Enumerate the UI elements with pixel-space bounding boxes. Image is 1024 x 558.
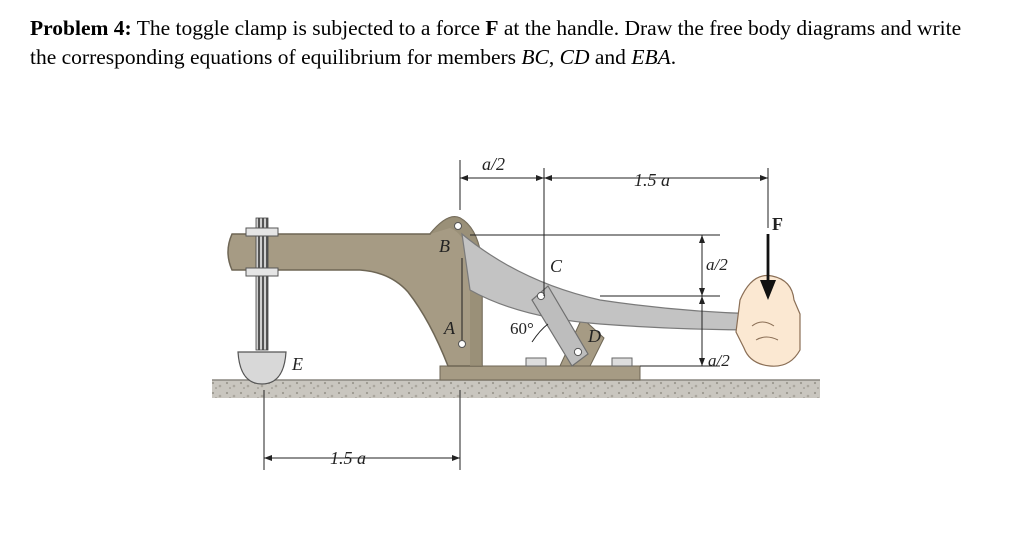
ground	[212, 380, 820, 398]
angle-arc	[532, 324, 548, 342]
label-b: B	[439, 236, 450, 256]
problem-text-b: at the handle. Draw the free body diagrams and write the corresponding equations of equilibrium for members	[30, 16, 962, 69]
label-f: F	[772, 214, 783, 234]
separator-1: ,	[548, 45, 560, 69]
problem-text-a: The toggle clamp is subjected to a force	[131, 16, 486, 40]
dim-label-top-left: a/2	[482, 154, 506, 174]
member-bc: BC	[521, 45, 549, 69]
dim-label-vertical: a/2	[706, 255, 728, 274]
pin-d	[574, 348, 581, 355]
handle	[462, 234, 760, 330]
member-cd: CD	[559, 45, 590, 69]
rod-thread	[256, 218, 268, 350]
dim-label-bottom: 1.5 a	[330, 448, 366, 468]
label-c: C	[550, 256, 563, 276]
bolt-head-right	[612, 358, 632, 366]
label-a: A	[444, 318, 455, 338]
base-plate-body	[440, 366, 640, 380]
upper-nut	[246, 228, 278, 236]
lower-nut	[246, 268, 278, 276]
problem-number: Problem 4:	[30, 16, 132, 40]
handle-body	[462, 234, 760, 330]
ground-surface	[212, 380, 820, 398]
separator-2: and	[589, 45, 632, 69]
pin-a	[459, 341, 466, 348]
pin-b	[455, 223, 462, 230]
dim-label-handle: a/2	[708, 351, 730, 370]
dim-label-top-right: 1.5 a	[634, 170, 670, 190]
angle-label: 60°	[510, 319, 534, 338]
clamp-pad	[238, 352, 286, 384]
label-e: E	[292, 354, 303, 374]
label-d: D	[588, 326, 601, 346]
bolt-head-left	[526, 358, 546, 366]
member-eba: EBA	[631, 45, 671, 69]
problem-end: .	[670, 45, 677, 69]
force-symbol: F	[485, 16, 499, 40]
